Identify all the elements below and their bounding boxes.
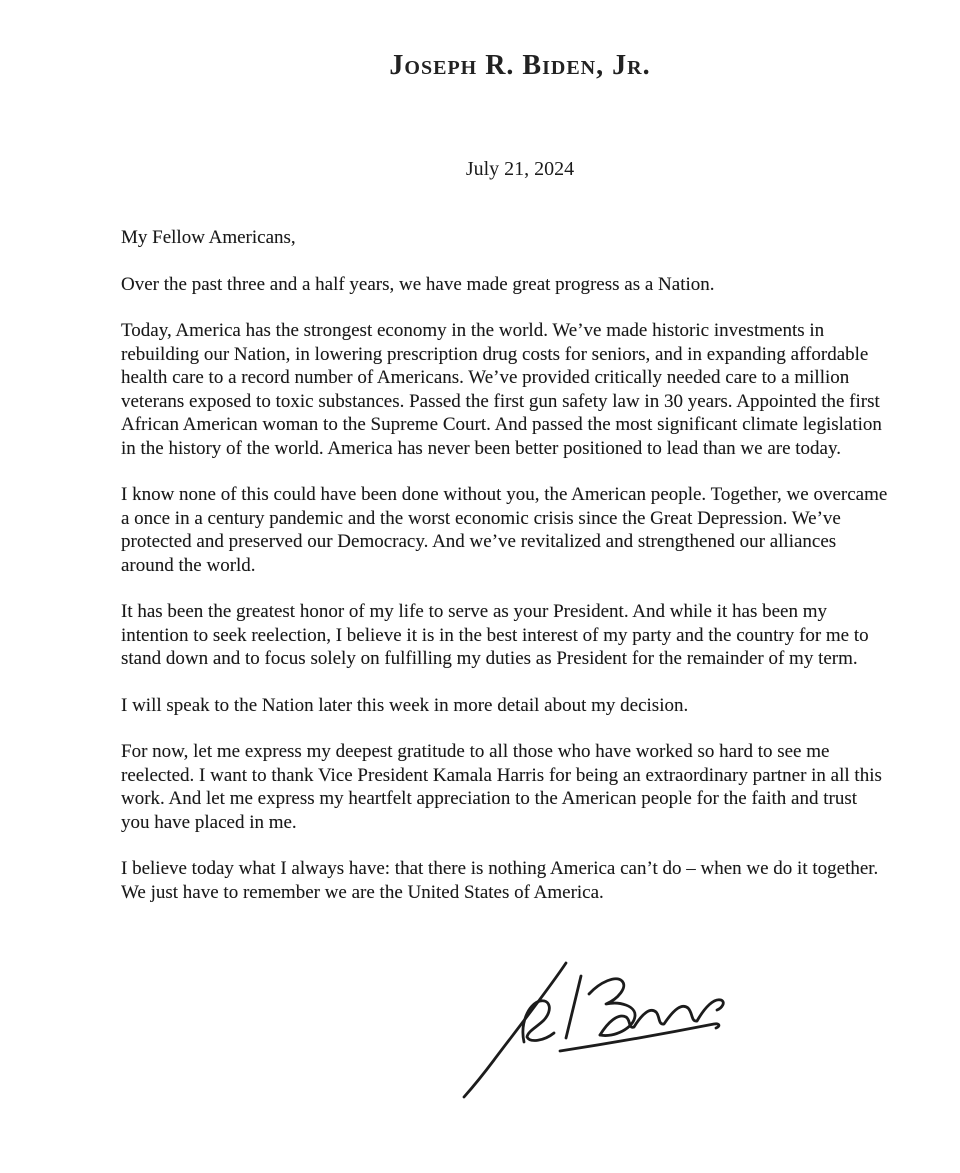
signature-stroke: [566, 976, 581, 1038]
signature-stroke: [560, 1024, 719, 1051]
salutation: My Fellow Americans,: [121, 227, 296, 248]
letter-paragraph: I will speak to the Nation later this week in more detail about my decision.: [121, 694, 689, 716]
letterhead-name: Joseph R. Biden, Jr.: [389, 50, 651, 81]
signature-handwritten: [430, 955, 790, 1115]
letter-paragraph: For now, let me express my deepest gratitude to all those who have worked so hard to see me reelected. I want to thank Vice President Kamala Harris for being an extraordinary partner in all this work. And let me express my heartfelt appreciation to the American people for the faith and trust you have placed in me.: [121, 741, 882, 833]
signature-stroke: [589, 979, 635, 1036]
letter-body: [121, 226, 889, 927]
letter-paragraph: I know none of this could have been done without you, the American people. Together, we overcame a once in a century pandemic and the worst economic crisis since the Great Depression. We’ve protected and preserved our Democracy. And we’ve revitalized and strengthened our alliances around the world.: [121, 484, 888, 576]
signature-stroke: [600, 1000, 723, 1035]
letter-paragraph: It has been the greatest honor of my life to serve as your President. And while it has been my intention to seek reelection, I believe it is in the best interest of my party and the country for me to stand down and to focus solely on fulfilling my duties as President for the remainder of my term.: [121, 601, 869, 669]
letter-paragraph: Today, America has the strongest economy in the world. We’ve made historic investments in rebuilding our Nation, in lowering prescription drug costs for seniors, and in expanding affordable health care to a record number of Americans. We’ve provided critically needed care to a million veterans exposed to toxic substances. Passed the first gun safety law in 30 years. Appointed the first African American woman to the Supreme Court. And passed the most significant climate legislation in the history of the world. America has never been better positioned to lead than we are today.: [121, 320, 882, 459]
signature-stroke: [464, 963, 566, 1097]
letter-paragraph: I believe today what I always have: that there is nothing America can’t do – when we do it together. We just have to remember we are the United States of America.: [121, 858, 879, 903]
letter-paragraph: Over the past three and a half years, we have made great progress as a Nation.: [121, 273, 715, 295]
signature-stroke: [523, 1001, 554, 1042]
letter-date: July 21, 2024: [465, 158, 575, 180]
